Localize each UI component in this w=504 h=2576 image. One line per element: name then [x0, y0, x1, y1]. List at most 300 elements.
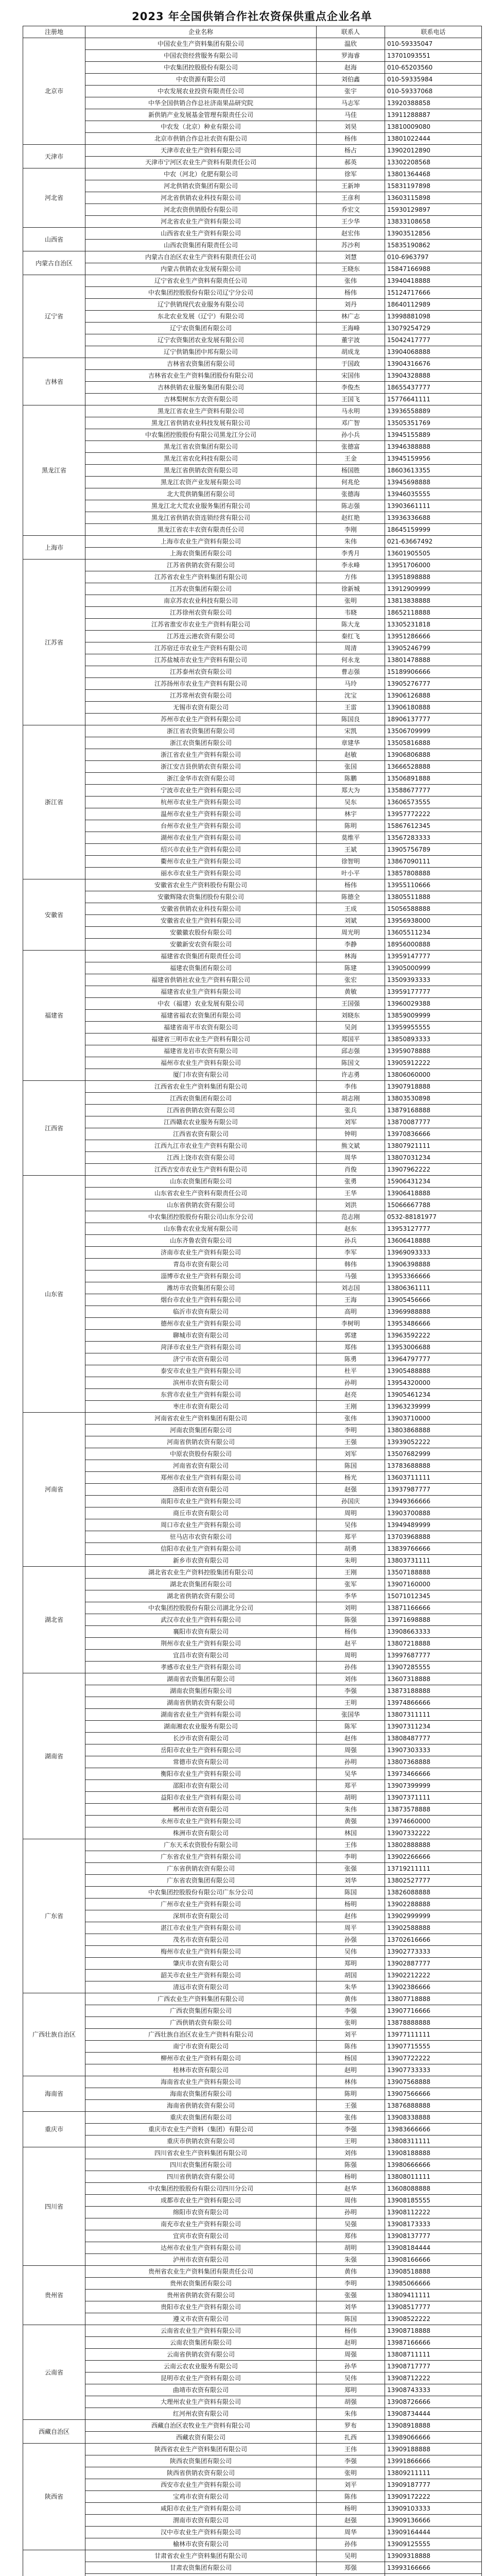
company-cell: 黑龙江农资产业发展有限公司 [85, 477, 317, 488]
contact-cell: 刘军 [317, 1448, 385, 1460]
table-row [23, 915, 482, 927]
table-row [23, 1081, 482, 1093]
phone-cell: 13963592222 [385, 1330, 482, 1342]
company-cell: 西安市农业生产资料有限公司 [85, 2479, 317, 2491]
table-row [23, 2432, 482, 2444]
table-row [23, 2290, 482, 2301]
contact-cell: 杜平 [317, 1365, 385, 1377]
phone-cell: 13806060000 [385, 1069, 482, 1081]
contact-cell: 郑强 [317, 2562, 385, 2574]
phone-cell: 13907918888 [385, 1081, 482, 1093]
contact-cell: 罗布 [317, 2420, 385, 2432]
company-cell: 遵义市农资有限公司 [85, 2313, 317, 2325]
contact-cell: 范志刚 [317, 1211, 385, 1223]
contact-cell: 胡成龙 [317, 346, 385, 358]
table-row [23, 453, 482, 465]
phone-cell: 13850893333 [385, 1033, 482, 1045]
company-cell: 江苏常州农资有限公司 [85, 690, 317, 702]
table-row [23, 1590, 482, 1602]
company-cell: 中国农资经营服务有限公司 [85, 50, 317, 62]
company-cell: 辽宁省农业生产资料有限责任公司 [85, 275, 317, 287]
company-cell: 桂林市农资有限公司 [85, 2064, 317, 2076]
phone-cell: 13809411111 [385, 2290, 482, 2301]
table-row [23, 1460, 482, 1472]
table-row [23, 216, 482, 228]
table-row [23, 1602, 482, 1614]
table-row [23, 773, 482, 785]
company-cell: 重庆市农业生产资料（集团）有限公司 [85, 2124, 317, 2136]
company-cell: 甘肃省农业生产资料集团有限公司 [85, 2550, 317, 2562]
phone-cell: 13970836666 [385, 1128, 482, 1140]
company-cell: 山东齐鲁农资有限公司 [85, 1235, 317, 1247]
phone-cell: 13909103333 [385, 2503, 482, 2515]
table-row [23, 1401, 482, 1413]
contact-cell: 刘昊 [317, 121, 385, 133]
company-cell: 辽宁供销现代农业服务有限公司 [85, 299, 317, 311]
contact-cell: 杨伟 [317, 2325, 385, 2337]
company-cell: 周口市农业生产资料有限公司 [85, 1519, 317, 1531]
company-cell: 山东省供销农资有限公司 [85, 1199, 317, 1211]
phone-cell: 13977111111 [385, 2029, 482, 2041]
table-row [23, 2041, 482, 2053]
phone-cell: 010-59337068 [385, 86, 482, 97]
company-cell: 黑龙江省供销农业科技发展有限公司 [85, 417, 317, 429]
table-row [23, 1069, 482, 1081]
phone-cell: 13940418888 [385, 275, 482, 287]
contact-cell: 陈国 [317, 1887, 385, 1899]
phone-cell: 13945698888 [385, 477, 482, 488]
contact-cell: 苏沙利 [317, 240, 385, 251]
table-row [23, 2337, 482, 2349]
contact-cell: 张宇 [317, 86, 385, 97]
table-row [23, 1199, 482, 1211]
contact-cell: 刘华 [317, 2301, 385, 2313]
phone-cell: 13951706000 [385, 560, 482, 571]
phone-cell: 13907716666 [385, 2005, 482, 2017]
phone-cell: 13801364468 [385, 168, 482, 180]
phone-cell: 18640112989 [385, 299, 482, 311]
phone-cell: 13908166666 [385, 2254, 482, 2266]
contact-cell: 刘洪 [317, 1199, 385, 1211]
table-row [23, 642, 482, 654]
table-row [23, 370, 482, 382]
company-cell: 辽宁农资集团有限公司 [85, 323, 317, 334]
phone-cell: 13974660000 [385, 1816, 482, 1827]
contact-cell: 赵红艳 [317, 512, 385, 524]
contact-cell: 陈强 [317, 2159, 385, 2171]
table-row [23, 1342, 482, 1353]
contact-cell: 陈军 [317, 1721, 385, 1733]
contact-cell: 吴东 [317, 796, 385, 808]
company-cell: 烟台市农业生产资料有限公司 [85, 1294, 317, 1306]
contact-cell: 陈勇 [317, 1353, 385, 1365]
company-cell: 中农（福建）农业发展有限公司 [85, 998, 317, 1010]
phone-cell: 13801478888 [385, 654, 482, 666]
phone-cell: 13601905505 [385, 548, 482, 560]
phone-cell: 13993166666 [385, 2562, 482, 2574]
phone-cell: 13859009999 [385, 1010, 482, 1022]
phone-cell: 13701093551 [385, 50, 482, 62]
company-cell: 四川农资集团有限公司 [85, 2159, 317, 2171]
province-cell: 海南省 [23, 2076, 85, 2112]
company-cell: 天津市宁河区农业生产资料有限责任公司 [85, 157, 317, 168]
company-cell: 福建省三明市农业生产资料有限公司 [85, 1033, 317, 1045]
contact-cell: 刘慧 [317, 251, 385, 263]
company-cell: 山东鲁农农业发展有限公司 [85, 1223, 317, 1235]
table-row [23, 1721, 482, 1733]
company-cell: 福建省南平市农资有限公司 [85, 1022, 317, 1033]
contact-cell: 郭建 [317, 1330, 385, 1342]
contact-cell: 熊文斌 [317, 1140, 385, 1152]
table-row [23, 2266, 482, 2278]
table-row [23, 2562, 482, 2574]
table-row [23, 2313, 482, 2325]
phone-cell: 13908718888 [385, 2325, 482, 2337]
province-cell: 广西壮族自治区 [23, 1993, 85, 2076]
company-cell: 湖南省农资集团有限公司 [85, 1673, 317, 1685]
company-cell: 黑龙江省农丰农资有限责任公司 [85, 524, 317, 536]
contact-cell: 张强 [317, 1863, 385, 1875]
contact-cell: 赵宏伟 [317, 228, 385, 240]
company-cell: 黑龙江省供销农资连锁经营有限公司 [85, 512, 317, 524]
contact-cell: 张国 [317, 761, 385, 773]
phone-cell: 13908137777 [385, 2230, 482, 2242]
table-row [23, 2005, 482, 2017]
table-row [23, 2396, 482, 2408]
table-row [23, 2029, 482, 2041]
phone-cell: 15906431234 [385, 1176, 482, 1188]
phone-cell: 13939052222 [385, 1436, 482, 1448]
phone-cell: 13873578888 [385, 1804, 482, 1816]
contact-cell: 李明 [317, 2278, 385, 2290]
table-row [23, 1543, 482, 1555]
table-row [23, 962, 482, 974]
table-row [23, 465, 482, 477]
table-row [23, 1827, 482, 1839]
table-row [23, 974, 482, 986]
company-cell: 海南省农业生产资料有限公司 [85, 2076, 317, 2088]
table-row [23, 1365, 482, 1377]
table-row [23, 1235, 482, 1247]
contact-cell: 郑大为 [317, 785, 385, 796]
table-row [23, 2112, 482, 2124]
company-cell: 临沂市农资有限公司 [85, 1306, 317, 1318]
phone-cell: 13902386666 [385, 1981, 482, 1993]
company-cell: 南宁市农资有限公司 [85, 2041, 317, 2053]
company-cell: 浙江安吉县供销农资有限公司 [85, 761, 317, 773]
table-row [23, 2159, 482, 2171]
phone-cell: 13806361111 [385, 1282, 482, 1294]
phone-cell: 13826088888 [385, 1887, 482, 1899]
contact-cell: 肖俊 [317, 1164, 385, 1176]
table-row [23, 619, 482, 631]
phone-cell: 13909187777 [385, 2479, 482, 2491]
company-cell: 云南省供销农资有限公司 [85, 2349, 317, 2361]
table-row [23, 1899, 482, 1910]
contact-cell: 杨明 [317, 2503, 385, 2515]
contact-cell: 王新坤 [317, 180, 385, 192]
table-row [23, 1804, 482, 1816]
company-cell: 黑龙江省农业生产资料有限公司 [85, 405, 317, 417]
table-row [23, 1579, 482, 1590]
table-row [23, 1567, 482, 1579]
phone-cell: 13902887777 [385, 1958, 482, 1970]
contact-cell: 杨伟 [317, 133, 385, 145]
contact-cell: 黄敏 [317, 986, 385, 998]
table-row [23, 1662, 482, 1673]
company-cell: 西藏农资有限公司 [85, 2432, 317, 2444]
contact-cell: 张明 [317, 2467, 385, 2479]
company-cell: 榆林市农资有限公司 [85, 2538, 317, 2550]
header-province: 注册地 [23, 26, 85, 38]
contact-cell: 刘伟 [317, 1673, 385, 1685]
phone-cell: 13983666666 [385, 2124, 482, 2136]
contact-cell: 马玲 [317, 678, 385, 690]
company-cell: 南京苏农农业科技有限公司 [85, 595, 317, 607]
table-row [23, 2230, 482, 2242]
company-cell: 柳州市农业生产资料有限公司 [85, 2053, 317, 2064]
company-cell: 云南农资集团有限公司 [85, 2337, 317, 2349]
phone-cell: 13907722222 [385, 2053, 482, 2064]
phone-cell: 13955110666 [385, 879, 482, 891]
phone-cell: 13971698888 [385, 1614, 482, 1626]
phone-cell: 13946388888 [385, 441, 482, 453]
phone-cell [385, 2574, 482, 2576]
phone-cell: 13813838888 [385, 595, 482, 607]
contact-cell: 黄伟 [317, 2266, 385, 2278]
phone-cell: 13954320000 [385, 1377, 482, 1389]
table-row [23, 1093, 482, 1105]
phone-cell: 15124717666 [385, 287, 482, 299]
phone-cell: 18906137777 [385, 714, 482, 725]
table-row [23, 251, 482, 263]
contact-cell: 赵强 [317, 2515, 385, 2527]
table-row [23, 299, 482, 311]
contact-cell: 周华 [317, 1152, 385, 1164]
table-row [23, 1922, 482, 1934]
contact-cell: 马永明 [317, 405, 385, 417]
company-cell: 大理州农业生产资料有限公司 [85, 2396, 317, 2408]
contact-cell: 宋国伟 [317, 370, 385, 382]
table-row [23, 1448, 482, 1460]
phone-cell: 13907566666 [385, 2088, 482, 2100]
contact-cell: 李秀月 [317, 548, 385, 560]
table-row [23, 571, 482, 583]
company-cell: 红河州农资有限公司 [85, 2408, 317, 2420]
phone-cell: 13857808888 [385, 868, 482, 879]
table-row [23, 86, 482, 97]
table-row [23, 631, 482, 642]
table-row [23, 1638, 482, 1650]
contact-cell: 李强 [317, 2005, 385, 2017]
phone-cell: 13908522222 [385, 2313, 482, 2325]
contact-cell: 杨伟 [317, 879, 385, 891]
phone-cell: 13079254729 [385, 323, 482, 334]
company-cell: 宝鸡市农资有限公司 [85, 2491, 317, 2503]
contact-cell: 李华 [317, 1590, 385, 1602]
table-row [23, 168, 482, 180]
phone-cell: 13991866666 [385, 2455, 482, 2467]
company-cell: 邵阳市农资有限公司 [85, 1780, 317, 1792]
table-row [23, 1970, 482, 1981]
phone-cell: 13305231818 [385, 619, 482, 631]
table-row [23, 808, 482, 820]
company-cell: 济宁市农资有限公司 [85, 1353, 317, 1365]
table-row [23, 524, 482, 536]
company-cell: 中农发（北京）种业有限公司 [85, 121, 317, 133]
company-cell: 中农资源有限公司 [85, 74, 317, 86]
contact-cell: 朱伟 [317, 2408, 385, 2420]
contact-cell: 刘志国 [317, 1282, 385, 1294]
company-cell: 南阳市农业生产资料有限公司 [85, 1496, 317, 1507]
company-cell: 江西农资集团有限公司 [85, 1093, 317, 1105]
company-cell: 江苏徐州农资有限公司 [85, 607, 317, 619]
phone-cell: 13506709999 [385, 725, 482, 737]
contact-cell: 徐新城 [317, 583, 385, 595]
company-cell: 江西赣农农业服务有限公司 [85, 1116, 317, 1128]
table-row [23, 2254, 482, 2266]
phone-cell: 13507188888 [385, 1567, 482, 1579]
phone-cell: 13908918888 [385, 2420, 482, 2432]
company-cell: 清远市农资有限公司 [85, 1981, 317, 1993]
contact-cell: 林国 [317, 1827, 385, 1839]
table-row [23, 891, 482, 903]
contact-cell: 郑国平 [317, 1033, 385, 1045]
contact-cell: 刘军 [317, 1116, 385, 1128]
company-cell: 肇庆市农资有限公司 [85, 1958, 317, 1970]
table-row [23, 1792, 482, 1804]
province-cell: 内蒙古自治区 [23, 251, 85, 275]
phone-cell: 13956938000 [385, 915, 482, 927]
contact-cell: 孙华 [317, 2361, 385, 2372]
table-row [23, 1626, 482, 1638]
phone-cell: 13985066666 [385, 2278, 482, 2290]
phone-cell: 13902773333 [385, 1946, 482, 1958]
table-row [23, 1318, 482, 1330]
company-cell: 深圳市农资有限公司 [85, 1910, 317, 1922]
company-cell: 永州市农业生产资料有限公司 [85, 1816, 317, 1827]
phone-cell: 010-6963797 [385, 251, 482, 263]
table-row [23, 1010, 482, 1022]
company-cell: 温州市农业生产资料有限公司 [85, 808, 317, 820]
phone-cell: 18956000888 [385, 939, 482, 951]
contact-cell: 邓广智 [317, 417, 385, 429]
contact-cell: 罗海睿 [317, 50, 385, 62]
table-row [23, 2479, 482, 2491]
table-row [23, 97, 482, 109]
contact-cell: 张明 [317, 595, 385, 607]
company-cell: 曲靖市农资有限公司 [85, 2384, 317, 2396]
table-row [23, 1211, 482, 1223]
table-row [23, 1946, 482, 1958]
phone-cell: 13908185555 [385, 2195, 482, 2207]
contact-cell: 张兵 [317, 1105, 385, 1116]
province-cell: 河北省 [23, 168, 85, 228]
table-row [23, 2088, 482, 2100]
province-cell: 山东省 [23, 1176, 85, 1413]
table-row [23, 2361, 482, 2372]
table-row [23, 157, 482, 168]
table-row [23, 832, 482, 844]
table-row [23, 323, 482, 334]
contact-cell: 马佳 [317, 109, 385, 121]
contact-cell [317, 2574, 385, 2576]
phone-cell: 15776641111 [385, 394, 482, 405]
contact-cell: 赵强 [317, 1484, 385, 1496]
company-cell: 福建省福农农资集团有限公司 [85, 1010, 317, 1022]
contact-cell: 王明 [317, 2136, 385, 2147]
company-cell: 河北省农业生产资料有限公司 [85, 216, 317, 228]
phone-cell: 13807311111 [385, 1709, 482, 1721]
company-cell: 海南省供销农资有限公司 [85, 2100, 317, 2112]
contact-cell: 赵海 [317, 62, 385, 74]
phone-cell: 15867612345 [385, 820, 482, 832]
company-cell: 贵州省农业生产资料集团有限责任公司 [85, 2266, 317, 2278]
company-cell: 四川省供销农资有限公司 [85, 2171, 317, 2183]
contact-cell: 朱伟 [317, 536, 385, 548]
company-cell: 贵州农资集团有限公司 [85, 2278, 317, 2290]
contact-cell: 周明 [317, 1650, 385, 1662]
table-row [23, 1816, 482, 1827]
table-row [23, 382, 482, 394]
company-cell: 韶关市农业生产资料有限公司 [85, 1970, 317, 1981]
table-row [23, 2147, 482, 2159]
contact-cell: 郑伟 [317, 2230, 385, 2242]
contact-cell: 张军 [317, 1579, 385, 1590]
company-cell: 河南省农业生产资料集团有限公司 [85, 1413, 317, 1425]
company-cell: 中国农业生产资料集团有限公司 [85, 38, 317, 50]
contact-cell: 何永龙 [317, 654, 385, 666]
company-cell: 辽宁农资集团农业发展有限公司 [85, 334, 317, 346]
contact-cell: 陈国 [317, 2313, 385, 2325]
table-row [23, 2278, 482, 2290]
province-cell: 云南省 [23, 2325, 85, 2420]
company-cell: 江西吉安市农业生产资料有限公司 [85, 1164, 317, 1176]
phone-cell: 13907303333 [385, 1744, 482, 1756]
phone-cell: 13666528888 [385, 761, 482, 773]
company-cell: 浙江省农资集团有限公司 [85, 725, 317, 737]
company-cell: 吉林省农资集团有限公司 [85, 358, 317, 370]
table-row [23, 595, 482, 607]
company-cell: 上海市农业生产资料有限公司 [85, 536, 317, 548]
company-cell: 安徽省供销农业科技有限公司 [85, 903, 317, 915]
table-row [23, 939, 482, 951]
contact-cell: 郑平 [317, 1780, 385, 1792]
table-row [23, 2207, 482, 2218]
company-cell: 江西省农资有限公司 [85, 1128, 317, 1140]
contact-cell: 陈国良 [317, 714, 385, 725]
company-cell: 湖南农资集团有限公司 [85, 1685, 317, 1697]
company-cell: 江苏省农业生产资料集团有限公司 [85, 571, 317, 583]
company-cell: 济南市农业生产资料有限公司 [85, 1247, 317, 1259]
company-cell: 福建农资集团有限公司 [85, 962, 317, 974]
table-row [23, 820, 482, 832]
phone-cell: 13703968888 [385, 1531, 482, 1543]
table-row [23, 1531, 482, 1543]
contact-cell: 章建华 [317, 737, 385, 749]
table-row [23, 796, 482, 808]
company-cell: 黑龙江北大荒农业服务集团有限公司 [85, 500, 317, 512]
phone-cell: 13907715555 [385, 2041, 482, 2053]
phone-cell: 021-63667492 [385, 536, 482, 548]
phone-cell: 13909188888 [385, 2444, 482, 2455]
company-cell: 安徽省农业生产资料股份有限公司 [85, 879, 317, 891]
phone-cell: 15847166988 [385, 263, 482, 275]
phone-cell: 13974866666 [385, 1697, 482, 1709]
company-cell: 绵阳市农资有限公司 [85, 2207, 317, 2218]
phone-cell: 13902588888 [385, 1922, 482, 1934]
phone-cell: 13906180888 [385, 702, 482, 714]
